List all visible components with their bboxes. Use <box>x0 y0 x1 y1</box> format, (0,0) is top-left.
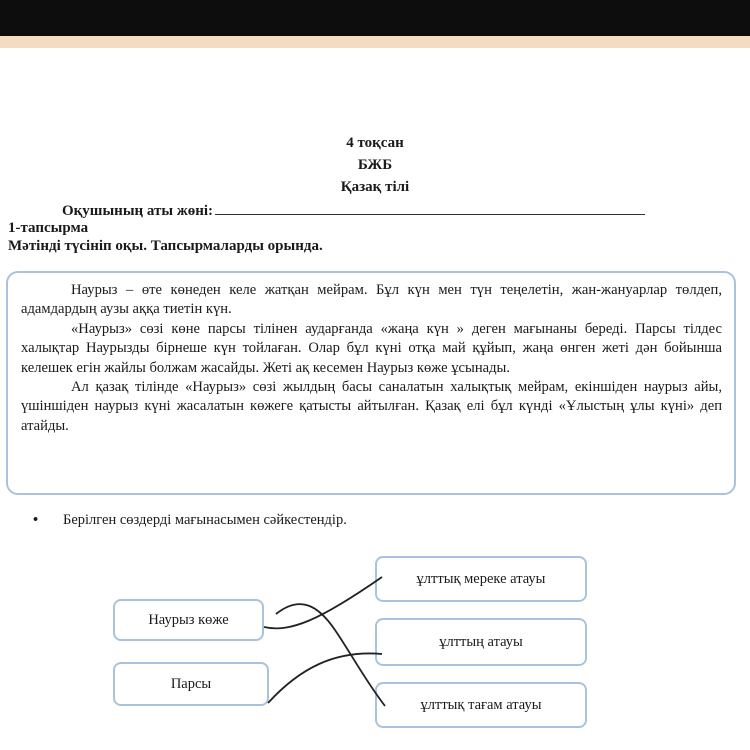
right-term-national-dish[interactable]: ұлттық тағам атауы <box>375 682 587 728</box>
right-term-national-holiday[interactable]: ұлттық мереке атауы <box>375 556 587 602</box>
assessment-heading: БЖБ <box>357 157 393 173</box>
text-paragraph-1: Наурыз – өте көнеден келе жатқан мейрам. Бұл күн мен түн теңелетін, жан-жануарлар төлдеп, адамдардың аузы аққа тиетін күн. <box>21 282 722 318</box>
task-number: 1-тапсырма <box>8 220 89 236</box>
match-line-extra <box>264 577 382 628</box>
task-instruction: Мәтінді түсініп оқы. Тапсырмаларды орында. <box>8 238 323 254</box>
right-term-nation-name[interactable]: ұлттың атауы <box>375 618 587 666</box>
subject-heading: Қазақ тілі <box>340 179 410 195</box>
student-name-label: Оқушының аты жөні: <box>62 203 214 219</box>
match-line-kozhe-to-dish <box>276 604 385 706</box>
bullet-icon: • <box>33 512 39 528</box>
text-paragraph-2: «Наурыз» сөзі көне парсы тілінен аударғанда «жаңа күн » деген мағынаны береді. Парсы тілдес халықтар Наурызды бірнеше күн тойлаған. Олар бұл күні отқа май құйып, жаңа өнген жеті дән бойынша келешек егін жайлы болжам жасайды. Жеті ақ кесемен Наурыз көже ұсынады. <box>21 320 722 376</box>
left-term-parsy[interactable]: Парсы <box>113 662 269 706</box>
quarter-heading: 4 тоқсан <box>346 135 404 151</box>
left-term-nauryz-kozhe[interactable]: Наурыз көже <box>113 599 264 641</box>
matching-instruction: Берілген сөздерді мағынасымен сәйкестендір. <box>63 512 347 528</box>
text-paragraph-3: Ал қазақ тілінде «Наурыз» сөзі жылдың басы саналатын халықтық мейрам, екіншіден наурыз айы, үшіншіден наурыз күні жасалатын көжеге қатысты айтылған. Қазақ елі бұл күнді «Ұлыстың ұлы күні» деп атайды. <box>21 379 722 434</box>
